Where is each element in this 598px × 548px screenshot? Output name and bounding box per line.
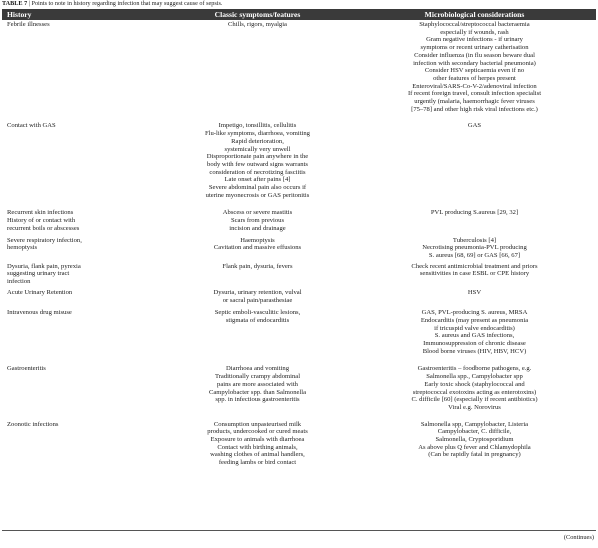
- history-cell: Intravenous drug misuse: [7, 309, 72, 317]
- symptoms-cell: Flank pain, dysuria, fevers: [222, 262, 293, 270]
- history-cell: Severe respiratory infection, hemoptysis: [7, 236, 82, 252]
- caption-text: Points to note in history regarding infection that may suggest cause of sepsis.: [31, 0, 223, 7]
- table-row: [2, 364, 596, 419]
- symptoms-cell: Impetigo, tonsillitis, cellulitis Flu-like symptoms, diarrhoea, vomiting Rapid deterioration, systemically very unwell Disproportionate pain anywhere in the body with few outward signs warrants consideration of necrotizing fasciitis Late onset after pains [4] Severe abdominal pain also occurs if uterine myonecrosis or GAS peritonitis: [205, 122, 310, 199]
- symptoms-cell: Dysuria, urinary retention, vulval or sacral pain/parasthesiae: [213, 288, 302, 304]
- microbiology-cell: Staphylococcal/streptococcal bacteraemia especially if wounds, rash Gram negative infections - if urinary symptoms or recent urinary catherisation Consider influenza (in flu season beware dual infection with secondary bacterial pneumonia) Consider HSV septicaemia even if no other features of herpes present Enteroviral/SARS-Co-V-2/adenoviral infection If recent foreign travel, consult infection specialist urgently (malaria, haemorrhagic fever viruses [75–78] and other high risk viral infections etc.): [407, 21, 542, 113]
- symptoms-cell: Diarrhoea and vomiting Traditionally crampy abdominal pains are more associated with Campylobacter spp. than Salmonella spp. in infectious gastroenteritis: [208, 365, 307, 404]
- microbiology-cell: Gastroenteritis – foodborne pathogens, e.g. Salmonella spp., Campylobacter spp Early toxic shock (staphylococcal and streptococcal exotoxins acting as enterotoxins) C. difficile [60] (especially if recent antibiotics) Viral e.g. Norovirus: [411, 365, 538, 411]
- table-body: [2, 20, 596, 467]
- history-cell: Zoonotic infections: [7, 420, 59, 428]
- table-row: [2, 308, 596, 364]
- history-cell: Recurrent skin infections History of or contact with recurrent boils or abscesses: [7, 209, 80, 232]
- caption-separator: |: [28, 0, 30, 7]
- table-row: [2, 288, 596, 308]
- table-label: TABLE 7: [2, 0, 28, 7]
- table-row: [2, 20, 596, 121]
- column-header-symptoms: Classic symptoms/features: [162, 9, 352, 20]
- table-header: [2, 9, 596, 20]
- sepsis-history-table: [2, 9, 596, 467]
- symptoms-cell: Abscess or severe mastitis Scars from previous incision and drainage: [222, 209, 293, 232]
- history-cell: Contact with GAS: [7, 122, 56, 130]
- bottom-rule: [2, 530, 596, 531]
- continues-label: (Continues): [563, 534, 594, 541]
- microbiology-cell: HSV: [467, 288, 482, 296]
- microbiology-cell: Salmonella spp, Campylobacter, Listeria Campylobacter, C. difficile, Salmonella, Cryptosporidium As above plus Q fever and Chlamydophila (Can be rapidly fatal in pregnancy): [418, 420, 531, 459]
- table-row: [2, 420, 596, 467]
- history-cell: Gastroenteritis: [7, 365, 46, 373]
- microbiology-cell: GAS: [467, 122, 482, 130]
- table-caption: [2, 0, 222, 8]
- microbiology-cell: GAS, PVL-producing S. aureus, MRSA Endocarditis (may present as pneumonia if tricuspid valve endocarditis) S. aureus and GAS infections, Immunosuppression of chronic disease Blood borne viruses (HIV, HBV, HCV): [420, 309, 529, 355]
- microbiology-cell: Tuberculosis [4] Necrotising pneumonia-PVL producing S. aureus [68, 69] or GAS [66, 67]: [422, 236, 527, 259]
- microbiology-cell: PVL producing S.aureus [29, 32]: [430, 209, 519, 217]
- table-row: [2, 121, 596, 208]
- microbiology-cell: Check recent antimicrobial treatment and priors sensitivities in case ESBL or CPE history: [411, 262, 538, 278]
- table-row: [2, 236, 596, 262]
- column-header-history: History: [2, 9, 162, 20]
- header-row: [2, 9, 596, 20]
- symptoms-cell: Haemoptysis Cavitation and massive effusions: [213, 236, 302, 252]
- symptoms-cell: Septic emboli-vasculitic lesions, stigmata of endocarditis: [214, 309, 301, 324]
- column-header-microbiology: Microbiological considerations: [352, 9, 596, 20]
- table-row: [2, 208, 596, 235]
- history-cell: Acute Urinary Retention: [7, 288, 73, 296]
- symptoms-cell: Consumption unpasteurised milk products, undercooked or cured meats Exposure to animals with diarrhoea Contact with birthing animals, washing clothes of animal handlers, feeding lambs or bird contact: [207, 420, 308, 467]
- history-cell: Febrile illnesses: [7, 21, 50, 28]
- table-row: [2, 262, 596, 288]
- history-cell: Dysuria, flank pain, pyrexia suggesting urinary tract infection: [7, 262, 81, 286]
- symptoms-cell: Chills, rigors, myalgia: [228, 21, 287, 28]
